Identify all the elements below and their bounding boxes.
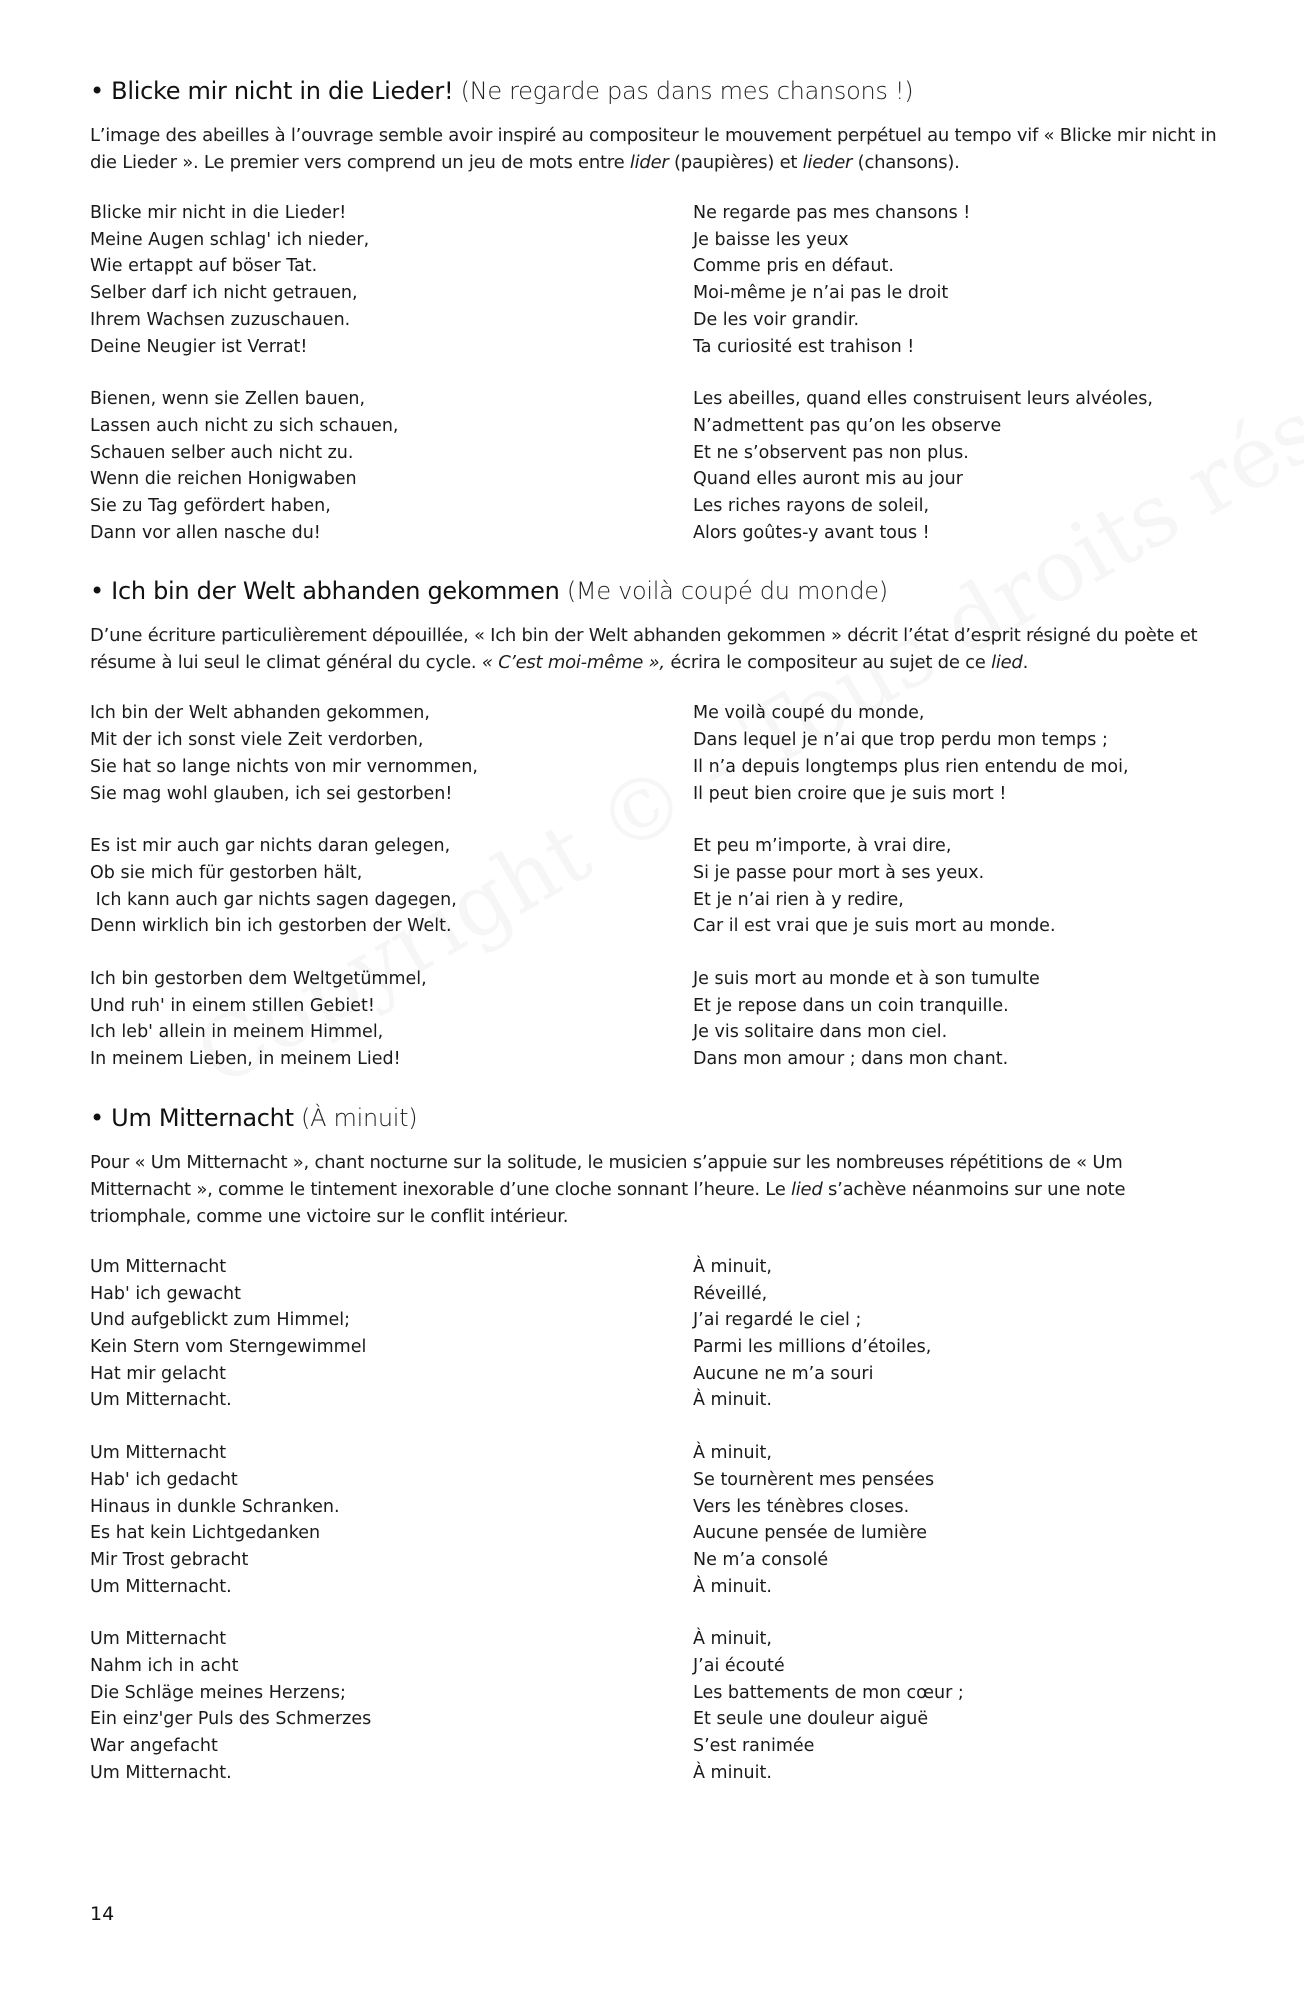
verse-line: Et ne s’observent pas non plus. xyxy=(693,442,969,463)
verse-line: Dans mon amour ; dans mon chant. xyxy=(693,1049,1009,1070)
heading-french-title: (Ne regarde pas dans mes chansons !) xyxy=(453,77,914,105)
verse-line: Schauen selber auch nicht zu. xyxy=(90,442,354,463)
verse-line: Lassen auch nicht zu sich schauen, xyxy=(90,415,399,436)
german-column xyxy=(90,200,693,572)
verse-line: À minuit, xyxy=(693,1443,772,1464)
verse-line: Les abeilles, quand elles construisent leurs alvéoles, xyxy=(693,389,1153,410)
verse-line: Hab' ich gewacht xyxy=(90,1283,241,1304)
french-column xyxy=(693,700,1220,1098)
verse-line: De les voir grandir. xyxy=(693,309,860,330)
verse-line: Blicke mir nicht in die Lieder! xyxy=(90,203,347,223)
poem-section xyxy=(90,574,1220,1098)
verse-line: Ne m’a consolé xyxy=(693,1549,829,1570)
verse-line: Mir Trost gebracht xyxy=(90,1549,249,1570)
stanza xyxy=(90,1254,693,1414)
verse-line: Je suis mort au monde et à son tumulte xyxy=(693,969,1040,990)
verse-line: Es hat kein Lichtgedanken xyxy=(90,1523,321,1544)
verse-line: N’admettent pas qu’on les observe xyxy=(693,415,1002,436)
heading-french-title: (Me voilà coupé du monde) xyxy=(559,577,888,606)
verse-line: Et peu m’importe, à vrai dire, xyxy=(693,836,952,857)
verse-line: Ein einz'ger Puls des Schmerzes xyxy=(90,1709,372,1730)
verse-line: Ihrem Wachsen zuzuschauen. xyxy=(90,309,351,330)
verse-line: Quand elles auront mis au jour xyxy=(693,469,963,490)
verse-line: Comme pris en défaut. xyxy=(693,256,894,277)
bilingual-poem xyxy=(90,200,1220,572)
stanza xyxy=(693,386,1220,546)
verse-line: À minuit, xyxy=(693,1256,772,1277)
verse-line: Sie mag wohl glauben, ich sei gestorben! xyxy=(90,783,453,804)
verse-line: Aucune ne m’a souri xyxy=(693,1363,874,1384)
verse-line: Ich kann auch gar nichts sagen dagegen, xyxy=(90,889,457,910)
intro-italic-text: lied xyxy=(791,1178,823,1200)
section-intro xyxy=(90,1149,1220,1230)
section-intro xyxy=(90,122,1220,176)
page-number: 14 xyxy=(90,1903,115,1925)
verse-line: Aucune pensée de lumière xyxy=(693,1523,928,1544)
verse-line: Hat mir gelacht xyxy=(90,1363,227,1384)
verse-line: Um Mitternacht xyxy=(90,1629,227,1650)
stanza xyxy=(90,833,693,940)
verse-line: Hinaus in dunkle Schranken. xyxy=(90,1496,340,1517)
verse-line: Nahm ich in acht xyxy=(90,1656,239,1677)
verse-line: Mit der ich sonst viele Zeit verdorben, xyxy=(90,730,424,751)
verse-line: Hab' ich gedacht xyxy=(90,1469,238,1490)
bilingual-poem xyxy=(90,1254,1220,1813)
verse-line: Et je repose dans un coin tranquille. xyxy=(693,995,1009,1016)
verse-line: Ich bin der Welt abhanden gekommen, xyxy=(90,703,430,724)
intro-text: Pour « Um Mitternacht », chant nocturne sur la solitude, le musicien s’appuie sur les nombreuses répétitions de « Um Mitternacht », comme le tintement inexorable d’une cloche sonnant l’heure. Le xyxy=(90,1151,1123,1200)
stanza xyxy=(90,1626,693,1786)
stanza xyxy=(90,700,693,807)
verse-line: À minuit. xyxy=(693,1762,772,1783)
verse-line: Bienen, wenn sie Zellen bauen, xyxy=(90,389,366,410)
stanza xyxy=(693,1626,1220,1786)
intro-text: écrira le compositeur au sujet de ce xyxy=(664,652,992,674)
verse-line: Il peut bien croire que je suis mort ! xyxy=(693,783,1007,804)
intro-italic-text: lied xyxy=(991,652,1023,674)
verse-line: Moi-même je n’ai pas le droit xyxy=(693,283,949,304)
stanza xyxy=(693,1440,1220,1600)
stanza xyxy=(693,966,1220,1073)
verse-line: À minuit, xyxy=(693,1629,772,1650)
verse-line: J’ai écouté xyxy=(693,1656,785,1677)
heading-german-title: • Um Mitternacht xyxy=(90,1103,294,1132)
bilingual-poem xyxy=(90,700,1220,1098)
section-heading xyxy=(90,74,1220,108)
verse-line: Je vis solitaire dans mon ciel. xyxy=(693,1022,948,1043)
verse-line: Les battements de mon cœur ; xyxy=(693,1682,964,1703)
verse-line: Deine Neugier ist Verrat! xyxy=(90,336,308,357)
verse-line: Se tournèrent mes pensées xyxy=(693,1469,935,1490)
intro-text: L’image des abeilles à l’ouvrage semble avoir inspiré au compositeur le mouvement perpétuel au tempo vif « Blicke mir nicht in die Lieder ». Le premier vers comprend un jeu de mots entre xyxy=(90,125,1217,173)
verse-line: Es ist mir auch gar nichts daran gelegen, xyxy=(90,836,451,857)
verse-line: Je baisse les yeux xyxy=(693,229,849,250)
section-heading xyxy=(90,574,1220,608)
verse-line: Meine Augen schlag' ich nieder, xyxy=(90,229,370,250)
intro-text: (paupières) et xyxy=(668,152,803,173)
verse-line: Ich leb' allein in meinem Himmel, xyxy=(90,1022,384,1043)
stanza xyxy=(90,966,693,1073)
french-column xyxy=(693,1254,1220,1813)
verse-line: Réveillé, xyxy=(693,1283,768,1304)
stanza xyxy=(90,386,693,546)
verse-line: Wenn die reichen Honigwaben xyxy=(90,469,357,490)
verse-line: Dans lequel je n’ai que trop perdu mon temps ; xyxy=(693,730,1108,751)
verse-line: Sie hat so lange nichts von mir vernommen, xyxy=(90,756,478,777)
intro-text: . xyxy=(1022,652,1029,674)
verse-line: Um Mitternacht. xyxy=(90,1762,232,1783)
verse-line: J’ai regardé le ciel ; xyxy=(693,1310,862,1331)
intro-italic-text: lider xyxy=(629,152,669,173)
verse-line: In meinem Lieben, in meinem Lied! xyxy=(90,1049,401,1070)
verse-line: Vers les ténèbres closes. xyxy=(693,1496,910,1517)
stanza xyxy=(693,1254,1220,1414)
verse-line: Me voilà coupé du monde, xyxy=(693,703,925,724)
stanza xyxy=(693,700,1220,807)
document-page xyxy=(90,74,1220,1815)
verse-line: Wie ertappt auf böser Tat. xyxy=(90,256,318,277)
poem-section xyxy=(90,74,1220,572)
stanza xyxy=(693,833,1220,940)
verse-line: À minuit. xyxy=(693,1576,772,1597)
french-column xyxy=(693,200,1220,572)
verse-line: Ob sie mich für gestorben hält, xyxy=(90,862,363,883)
verse-line: Ta curiosité est trahison ! xyxy=(693,336,915,357)
verse-line: Und ruh' in einem stillen Gebiet! xyxy=(90,995,375,1016)
intro-text: D’une écriture particulièrement dépouillée, « Ich bin der Welt abhanden gekommen » décrit l’état d’esprit résigné du poète et résume à lui seul le climat général du cycle. xyxy=(90,625,1198,674)
verse-line: Ich bin gestorben dem Weltgetümmel, xyxy=(90,969,427,990)
verse-line: S’est ranimée xyxy=(693,1736,815,1757)
stanza xyxy=(693,200,1220,360)
verse-line: Parmi les millions d’étoiles, xyxy=(693,1336,932,1357)
intro-italic-text: lieder xyxy=(802,152,853,173)
verse-line: Alors goûtes-y avant tous ! xyxy=(693,522,930,543)
verse-line: Selber darf ich nicht getrauen, xyxy=(90,283,358,304)
section-intro xyxy=(90,622,1220,676)
heading-german-title: • Ich bin der Welt abhanden gekommen xyxy=(90,577,560,606)
verse-line: Um Mitternacht xyxy=(90,1443,227,1464)
intro-italic-text: « C’est moi-même », xyxy=(481,652,665,674)
verse-line: Et je n’ai rien à y redire, xyxy=(693,889,904,910)
verse-line: Kein Stern vom Sterngewimmel xyxy=(90,1336,367,1357)
heading-german-title: • Blicke mir nicht in die Lieder! xyxy=(90,77,454,105)
german-column xyxy=(90,700,693,1098)
verse-line: Il n’a depuis longtemps plus rien entendu de moi, xyxy=(693,756,1129,777)
verse-line: Si je passe pour mort à ses yeux. xyxy=(693,862,985,883)
section-heading xyxy=(90,1101,1220,1135)
verse-line: Um Mitternacht. xyxy=(90,1576,232,1597)
german-column xyxy=(90,1254,693,1813)
verse-line: Et seule une douleur aiguë xyxy=(693,1709,929,1730)
verse-line: Und aufgeblickt zum Himmel; xyxy=(90,1310,350,1331)
poem-section xyxy=(90,1101,1220,1813)
heading-french-title: (À minuit) xyxy=(293,1103,418,1132)
stanza xyxy=(90,1440,693,1600)
intro-text: s’achève néanmoins sur une note triomphale, comme une victoire sur le conflit intérieur. xyxy=(90,1178,1126,1227)
verse-line: Dann vor allen nasche du! xyxy=(90,522,321,543)
verse-line: Car il est vrai que je suis mort au monde. xyxy=(693,916,1056,937)
verse-line: Ne regarde pas mes chansons ! xyxy=(693,203,971,223)
verse-line: Les riches rayons de soleil, xyxy=(693,496,930,517)
verse-line: Um Mitternacht xyxy=(90,1256,227,1277)
verse-line: Sie zu Tag gefördert haben, xyxy=(90,496,331,517)
verse-line: War angefacht xyxy=(90,1736,218,1757)
intro-text: (chansons). xyxy=(852,152,960,173)
verse-line: À minuit. xyxy=(693,1390,772,1411)
stanza xyxy=(90,200,693,360)
verse-line: Denn wirklich bin ich gestorben der Welt. xyxy=(90,916,452,937)
verse-line: Die Schläge meines Herzens; xyxy=(90,1682,346,1703)
verse-line: Um Mitternacht. xyxy=(90,1390,232,1411)
